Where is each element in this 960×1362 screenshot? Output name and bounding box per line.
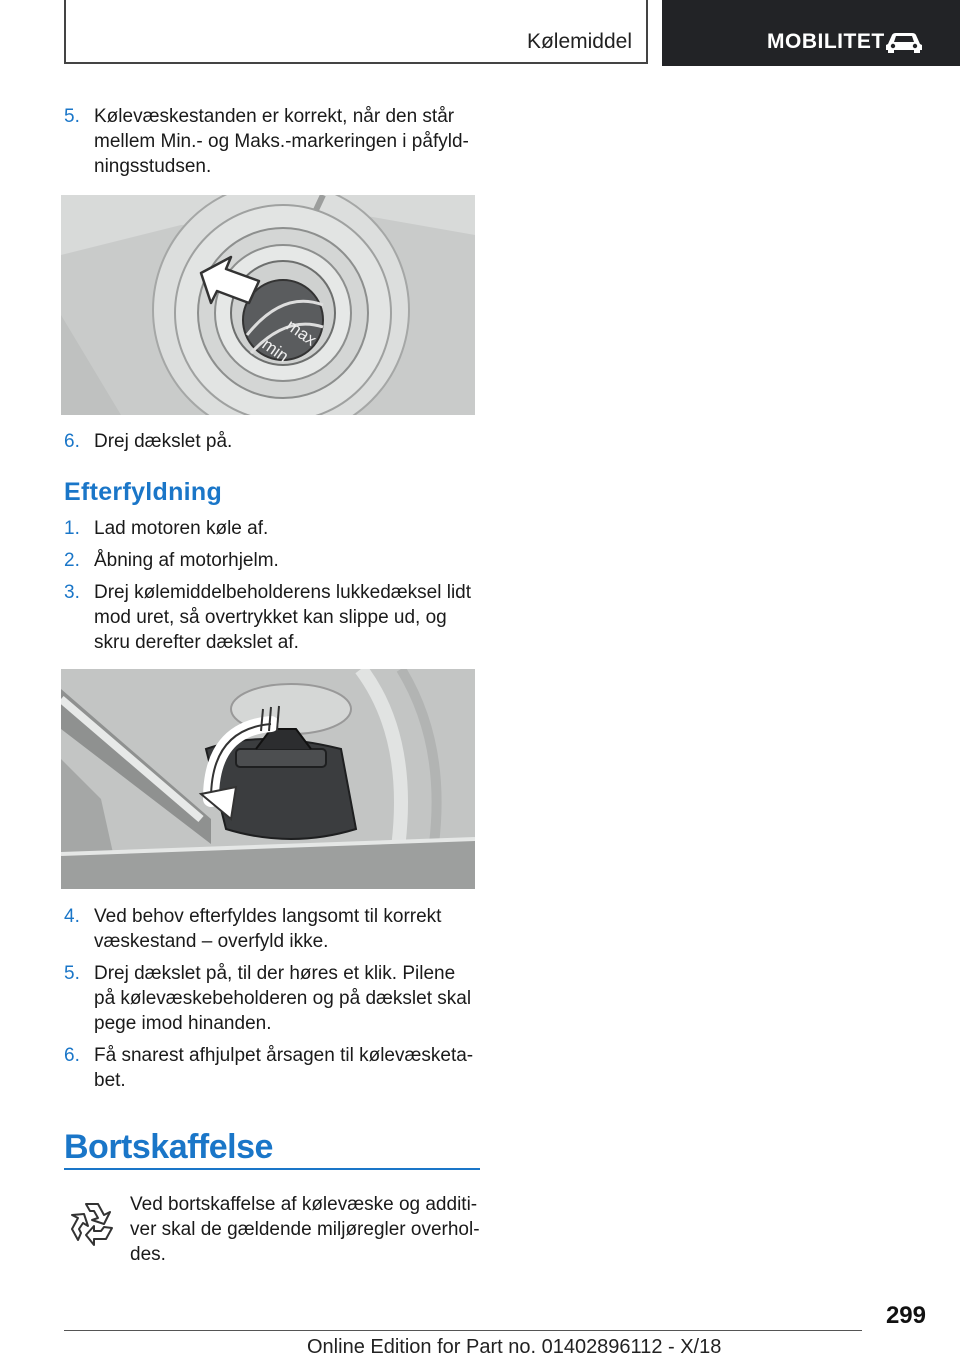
step-text: Drej dækslet på.: [94, 431, 233, 452]
section-heading-refill: Efterfyldning: [64, 478, 223, 506]
step-text: Drej dækslet på, til der høres et klik. Pilene på kølevæskebeholderen og på dækslet skal pege imod hinanden.: [94, 963, 472, 1034]
min-mark: min: [258, 334, 293, 366]
step-number: 5.: [64, 106, 80, 127]
step-number: 6.: [64, 1045, 80, 1066]
step-number: 5.: [64, 963, 80, 984]
step-text: Få snarest afhjulpet årsagen til kølevæsketabet.: [94, 1045, 474, 1091]
header-section-box: [662, 0, 960, 66]
car-icon: [884, 30, 924, 54]
step-text: Kølevæskestanden er korrekt, når den står mellem Min.- og Maks.-markeringen i påfyldningsstudsen.: [94, 106, 469, 177]
coolant-cap-illustration: [61, 669, 475, 889]
step-text: Lad motoren køle af.: [94, 518, 269, 539]
step-text: Drej kølemiddelbeholderens lukkedæksel lidt mod uret, så overtrykket kan slippe ud, og skru derefter dækslet af.: [94, 582, 472, 653]
coolant-cap-figure: [61, 669, 475, 889]
footer-edition: Online Edition for Part no. 01402896112 - X/18: [307, 1336, 722, 1358]
step-text: Åbning af motorhjelm.: [94, 550, 279, 571]
footer-divider: [64, 1330, 862, 1331]
header-section-label: MOBILITET: [767, 30, 885, 53]
step-text: Ved behov efterfyldes langsomt til korrekt væskestand – overfyld ikke.: [94, 906, 442, 952]
recycle-icon: [64, 1196, 120, 1252]
filler-neck-illustration: [61, 195, 475, 415]
max-mark: max: [282, 315, 320, 350]
section-heading-disposal: Bortskaffelse: [64, 1128, 273, 1166]
step-number: 2.: [64, 550, 80, 571]
heading-divider: [64, 1168, 480, 1170]
step-number: 1.: [64, 518, 80, 539]
step-number: 3.: [64, 582, 80, 603]
header-title: Kølemiddel: [526, 30, 632, 53]
disposal-note: Ved bortskaffelse af kølevæske og additiver skal de gældende miljøregler overholdes.: [130, 1194, 480, 1265]
step-number: 6.: [64, 431, 80, 452]
step-number: 4.: [64, 906, 80, 927]
coolant-filler-figure: [61, 195, 475, 415]
page-number: 299: [885, 1302, 926, 1329]
header-title-box: [64, 0, 648, 64]
